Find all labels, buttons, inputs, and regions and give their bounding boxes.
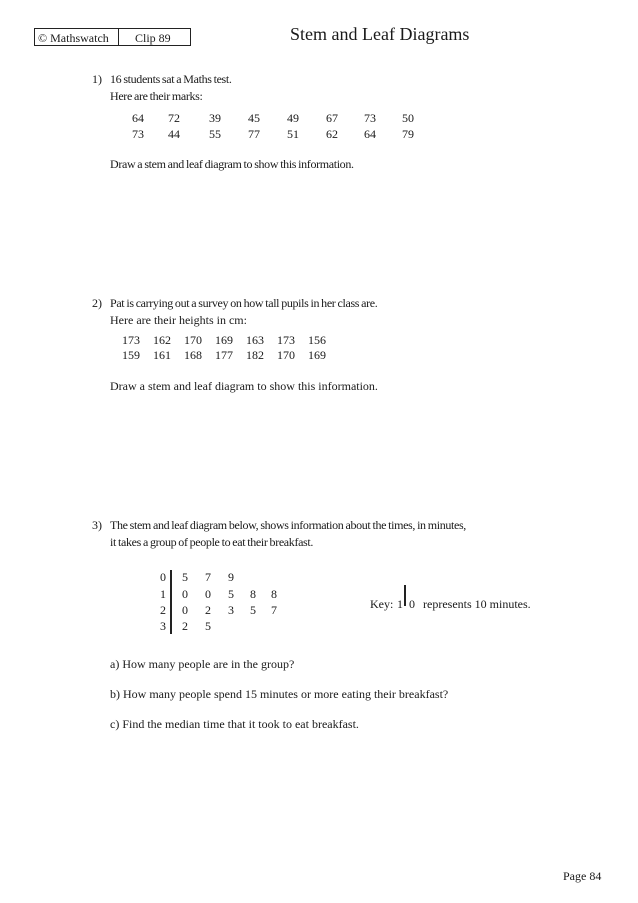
- mark-value: 79: [402, 127, 414, 141]
- mark-value: 50: [402, 111, 414, 125]
- mark-value: 49: [287, 111, 299, 125]
- stem-value: 0: [160, 570, 166, 584]
- question-text: The stem and leaf diagram below, shows information about the times, in minutes,: [110, 518, 466, 532]
- height-value: 170: [184, 333, 202, 347]
- height-value: 182: [246, 348, 264, 362]
- question-text: Here are their heights in cm:: [110, 313, 247, 327]
- height-value: 173: [122, 333, 140, 347]
- height-value: 168: [184, 348, 202, 362]
- stem-value: 2: [160, 603, 166, 617]
- question-part-a: a) How many people are in the group?: [110, 657, 295, 671]
- leaf-value: 0: [205, 587, 211, 601]
- mark-value: 73: [132, 127, 144, 141]
- key-leaf: 0: [409, 597, 415, 611]
- question-number: 3): [92, 518, 102, 532]
- page-number: Page 84: [563, 869, 602, 883]
- stem-value: 1: [160, 587, 166, 601]
- mark-value: 77: [248, 127, 260, 141]
- height-value: 161: [153, 348, 171, 362]
- height-value: 162: [153, 333, 171, 347]
- mark-value: 45: [248, 111, 260, 125]
- clip-label: Clip 89: [118, 28, 191, 46]
- mark-value: 64: [364, 127, 376, 141]
- leaf-value: 0: [182, 587, 188, 601]
- key-text: represents 10 minutes.: [423, 597, 531, 611]
- page-title: Stem and Leaf Diagrams: [290, 24, 470, 44]
- mark-value: 64: [132, 111, 144, 125]
- key-label: Key:: [370, 597, 394, 611]
- leaf-value: 5: [228, 587, 234, 601]
- height-value: 169: [308, 348, 326, 362]
- height-value: 170: [277, 348, 295, 362]
- key-stem: 1: [397, 597, 403, 611]
- mark-value: 72: [168, 111, 180, 125]
- mark-value: 39: [209, 111, 221, 125]
- question-part-b: b) How many people spend 15 minutes or more eating their breakfast?: [110, 687, 449, 701]
- question-text: Pat is carrying out a survey on how tall pupils in her class are.: [110, 296, 378, 310]
- leaf-value: 5: [205, 619, 211, 633]
- question-part-c: c) Find the median time that it took to eat breakfast.: [110, 717, 359, 731]
- question-text: 16 students sat a Maths test.: [110, 72, 232, 86]
- question-text: it takes a group of people to eat their breakfast.: [110, 535, 314, 549]
- mathswatch-label: © Mathswatch: [34, 28, 119, 46]
- mark-value: 44: [168, 127, 180, 141]
- height-value: 159: [122, 348, 140, 362]
- key-divider: [404, 585, 406, 606]
- leaf-value: 0: [182, 603, 188, 617]
- height-value: 177: [215, 348, 233, 362]
- mark-value: 62: [326, 127, 338, 141]
- question-text: Here are their marks:: [110, 89, 203, 103]
- height-value: 169: [215, 333, 233, 347]
- instruction-text: Draw a stem and leaf diagram to show this information.: [110, 157, 354, 171]
- leaf-value: 2: [182, 619, 188, 633]
- question-number: 2): [92, 296, 102, 310]
- stem-value: 3: [160, 619, 166, 633]
- leaf-value: 8: [271, 587, 277, 601]
- leaf-value: 7: [205, 570, 211, 584]
- leaf-value: 9: [228, 570, 234, 584]
- mark-value: 51: [287, 127, 299, 141]
- leaf-value: 8: [250, 587, 256, 601]
- leaf-value: 7: [271, 603, 277, 617]
- mark-value: 73: [364, 111, 376, 125]
- leaf-value: 5: [182, 570, 188, 584]
- mark-value: 55: [209, 127, 221, 141]
- leaf-value: 3: [228, 603, 234, 617]
- height-value: 163: [246, 333, 264, 347]
- height-value: 156: [308, 333, 326, 347]
- stem-divider: [170, 570, 172, 634]
- instruction-text: Draw a stem and leaf diagram to show this information.: [110, 379, 378, 393]
- mark-value: 67: [326, 111, 338, 125]
- leaf-value: 2: [205, 603, 211, 617]
- height-value: 173: [277, 333, 295, 347]
- leaf-value: 5: [250, 603, 256, 617]
- question-number: 1): [92, 72, 102, 86]
